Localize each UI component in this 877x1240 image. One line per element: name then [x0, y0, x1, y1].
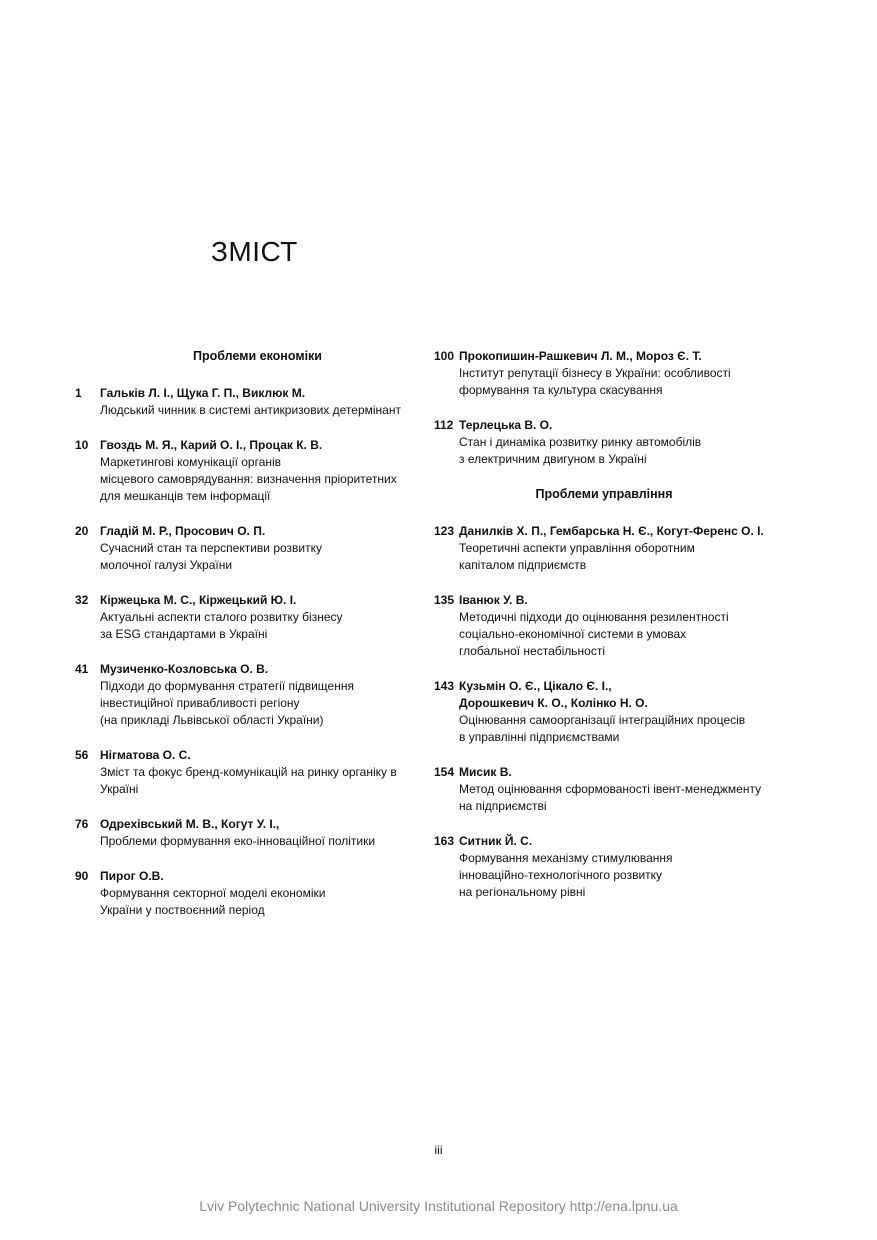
entry-page-number: 76	[75, 817, 89, 831]
entry-title-line: в управлінні підприємствами	[459, 730, 620, 744]
entry-body	[100, 816, 415, 850]
toc-entry	[434, 833, 794, 901]
entry-title-line: Оцінювання самоорганізації інтеграційних процесів	[459, 713, 746, 727]
entry-page-number: 100	[434, 349, 455, 363]
entry-title-line: інвестиційної привабливості регіону	[100, 696, 300, 710]
toc-entry	[75, 661, 415, 729]
entry-title-line: Формування секторної моделі економіки	[100, 886, 326, 900]
entry-title-line: на регіональному рівні	[459, 885, 586, 899]
entry-title-line: Стан і динаміка розвитку ринку автомобілів	[459, 435, 702, 449]
section-heading-management: Проблеми управління	[535, 487, 673, 501]
entry-title-line: Зміст та фокус бренд-комунікацій на ринку органіку в Україні	[100, 765, 397, 796]
entry-body	[459, 592, 794, 660]
entry-page-number: 20	[75, 524, 89, 538]
entry-body	[100, 592, 415, 643]
toc-entries-right-top	[434, 348, 794, 468]
entry-authors: Іванюк У. В.	[459, 593, 528, 607]
entry-page-number: 10	[75, 438, 89, 452]
entry-page-number: 90	[75, 869, 89, 883]
entry-page-number: 112	[434, 418, 454, 432]
repository-footer: Lviv Polytechnic National University Institutional Repository http://ena.lpnu.ua	[199, 1198, 678, 1214]
entry-body	[459, 764, 794, 815]
toc-entry	[434, 592, 794, 660]
toc-entry	[75, 868, 415, 919]
entry-authors: Данилків Х. П., Гембарська Н. Є., Когут-Ференс О. І.	[459, 524, 764, 538]
toc-entry	[75, 592, 415, 643]
entry-body	[459, 348, 794, 399]
entry-title-line: місцевого самоврядування: визначення пріоритетних	[100, 472, 397, 486]
section-heading-economics: Проблеми економіки	[193, 349, 322, 363]
entry-body	[100, 747, 415, 798]
entry-title-line: формування та культура скасування	[459, 383, 663, 397]
entry-body	[459, 523, 794, 574]
page-title: ЗМІСТ	[211, 236, 298, 267]
entry-title-line: Проблеми формування еко-інноваційної політики	[100, 834, 376, 848]
entry-authors: Мисик В.	[459, 765, 512, 779]
entry-title-line: Методичні підходи до оцінювання резилентності	[459, 610, 729, 624]
entry-body	[100, 437, 415, 505]
entry-page-number: 32	[75, 593, 89, 607]
entry-title-line: Підходи до формування стратегії підвищення	[100, 679, 354, 693]
entry-title-line: капіталом підприємств	[459, 558, 587, 572]
entry-authors: Прокопишин-Рашкевич Л. М., Мороз Є. Т.	[459, 349, 702, 363]
entry-page-number: 41	[75, 662, 89, 676]
entry-title-line: Інститут репутації бізнесу в України: особливості	[459, 366, 731, 380]
entry-authors: Терлецька В. О.	[459, 418, 553, 432]
entry-title-line: інноваційно-технологічного розвитку	[459, 868, 663, 882]
toc-entry	[434, 678, 794, 746]
entry-page-number: 56	[75, 748, 89, 762]
entry-authors: Гальків Л. І., Щука Г. П., Виклюк М.	[100, 386, 306, 400]
toc-entry	[434, 348, 794, 399]
entry-title-line: для мешканців тем інформації	[100, 489, 271, 503]
toc-entry	[75, 747, 415, 798]
toc-entry	[434, 764, 794, 815]
entry-title-line: Формування механізму стимулювання	[459, 851, 673, 865]
entry-page-number: 123	[434, 524, 455, 538]
entry-title-line: (на прикладі Львівської області України)	[100, 713, 324, 727]
toc-entry	[75, 523, 415, 574]
entry-page-number: 163	[434, 834, 455, 848]
entry-authors: Гладій М. Р., Просович О. П.	[100, 524, 266, 538]
entry-authors: Нігматова О. С.	[100, 748, 191, 762]
toc-entries-right-bottom	[434, 523, 794, 901]
entry-page-number: 135	[434, 593, 455, 607]
page-number: iii	[434, 1143, 443, 1157]
entry-authors: Гвоздь М. Я., Карий О. І., Процак К. В.	[100, 438, 323, 452]
entry-body	[100, 523, 415, 574]
entry-body	[100, 868, 415, 919]
entry-body	[100, 385, 415, 419]
entry-authors: Дорошкевич К. О., Колінко Н. О.	[459, 696, 648, 710]
toc-left-column	[75, 348, 415, 937]
entry-title-line: Теоретичні аспекти управління оборотним	[459, 541, 695, 555]
toc-entries-left	[75, 385, 415, 919]
entry-title-line: на підприємстві	[459, 799, 547, 813]
toc-right-column	[434, 348, 794, 919]
entry-body	[459, 833, 794, 901]
entry-title-line: Сучасний стан та перспективи розвитку	[100, 541, 323, 555]
entry-title-line: Метод оцінювання сформованості івент-менеджменту	[459, 782, 762, 796]
entry-authors: Одрехівський М. В., Когут У. І.,	[100, 817, 280, 831]
entry-title-line: України у поствоєнний період	[100, 903, 265, 917]
toc-entry	[75, 385, 415, 419]
entry-body	[459, 417, 794, 468]
entry-body	[459, 678, 794, 746]
entry-title-line: Актуальні аспекти сталого розвитку бізнесу	[100, 610, 343, 624]
entry-authors: Музиченко-Козловська О. В.	[100, 662, 269, 676]
entry-title-line: молочної галузі України	[100, 558, 233, 572]
entry-page-number: 143	[434, 679, 455, 693]
entry-page-number: 1	[75, 386, 82, 400]
toc-entry	[75, 437, 415, 505]
entry-authors: Пирог О.В.	[100, 869, 164, 883]
entry-title-line: з електричним двигуном в Україні	[459, 452, 647, 466]
entry-authors: Кузьмін О. Є., Цікало Є. І.,	[459, 679, 612, 693]
toc-entry	[434, 523, 794, 574]
entry-title-line: Людський чинник в системі антикризових детермінант	[100, 403, 401, 417]
entry-authors: Ситник Й. С.	[459, 834, 533, 848]
entry-title-line: соціально-економічної системи в умовах	[459, 627, 687, 641]
toc-entry	[434, 417, 794, 468]
entry-body	[100, 661, 415, 729]
entry-title-line: за ESG стандартами в Україні	[100, 627, 268, 641]
entry-title-line: Маркетингові комунікації органів	[100, 455, 282, 469]
entry-page-number: 154	[434, 765, 455, 779]
entry-title-line: глобальної нестабільності	[459, 644, 606, 658]
entry-authors: Кіржецька М. С., Кіржецький Ю. І.	[100, 593, 297, 607]
toc-entry	[75, 816, 415, 850]
